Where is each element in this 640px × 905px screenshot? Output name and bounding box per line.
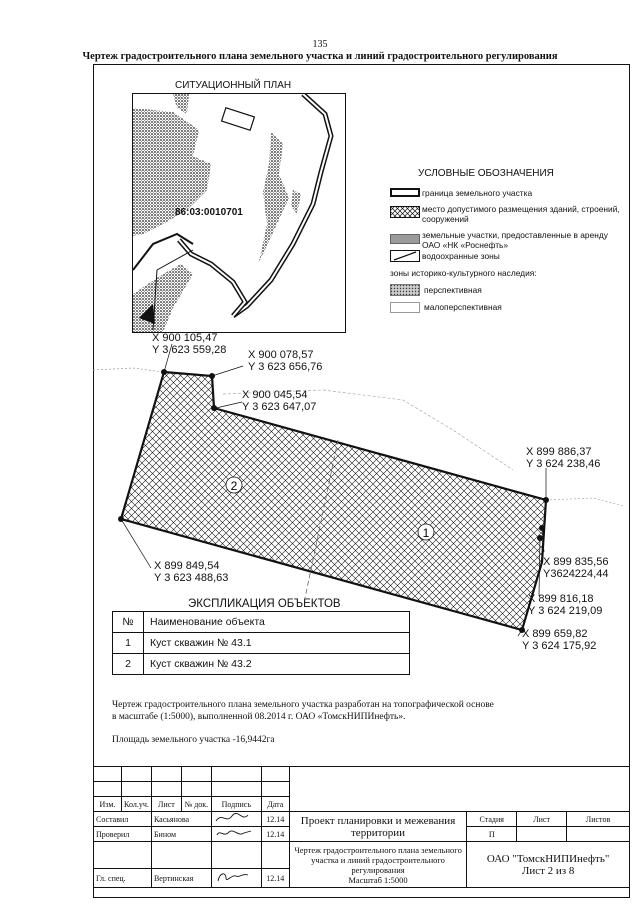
signature-mark-3 [214, 870, 254, 884]
situation-plan-title: СИТУАЦИОННЫЙ ПЛАН [175, 80, 292, 91]
stamp-header-row: Изм. Кол.уч. Лист № док. Подпись Дата [94, 797, 630, 812]
legend-swatch-perspective [390, 284, 420, 296]
stamp-name-1: Касьянова [151, 812, 211, 827]
legend-low-perspective: малоперспективная [424, 302, 502, 312]
stage-label: Стадия [467, 812, 517, 827]
coord-6: X 899 816,18 Y 3 624 219,09 [528, 593, 603, 617]
explication-header-name: Наименование объекта [144, 612, 410, 633]
explication-table [112, 611, 410, 675]
coord-3: X 900 045,54 Y 3 623 647,07 [242, 389, 317, 413]
stamp-name-2: Бином [151, 827, 211, 842]
legend-heritage: зоны историко-культурного наследия: [390, 268, 537, 278]
sheets-label: Листов [567, 812, 630, 827]
stamp-role-2: Проверил [94, 827, 152, 842]
note-line-2: в масштабе (1:5000), выполненной 08.2014 г. ОАО «ТомскНИПИнефть». [112, 712, 406, 722]
sheet-info: Лист 2 из 8 [521, 864, 575, 877]
plot-label-2: 2 [230, 479, 238, 493]
signature-mark-1 [214, 812, 254, 824]
doc-title: Чертеж градостроительного плана земельного участка и линий градостроительного регулирования [82, 51, 558, 62]
sheet-label: Лист [517, 812, 567, 827]
stamp-name-3: Вертинская [151, 869, 211, 888]
table-row: 2 Куст скважин № 43.2 [113, 654, 410, 675]
legend-swatch-water [390, 250, 420, 262]
drawing-title: Чертеж градостроительного плана земельного участка и линий градостроительного регулирования Масштаб 1:5000 [289, 842, 466, 888]
legend-boundary: граница земельного участка [422, 188, 533, 198]
coord-7: X 899 659,82 Y 3 624 175,92 [522, 628, 597, 652]
page-number: 135 [312, 39, 328, 50]
coord-4: X 899 886,37 Y 3 624 238,46 [526, 446, 601, 470]
legend-perspective: перспективная [424, 285, 482, 295]
table-row: 1 Куст скважин № 43.1 [113, 633, 410, 654]
legend-lease: земельные участки, предоставленные в аренду ОАО «НК «Роснефть» [422, 230, 608, 250]
coord-1: X 900 105,47 Y 3 623 559,28 [152, 332, 227, 356]
stage-value: П [467, 827, 517, 842]
plot-boundary [121, 372, 546, 630]
stamp-role-3: Гл. спец. [94, 869, 152, 888]
note-line-1: Чертеж градостроительного плана земельного участка разработан на топографической основе [112, 700, 494, 710]
note-area: Площадь земельного участка -16,9442га [112, 735, 275, 745]
signature-mark-2 [214, 827, 254, 839]
signature-3 [211, 869, 261, 888]
cadastral-number: 86:03:0010701 [175, 207, 243, 218]
plot-label-1: 1 [422, 526, 430, 540]
legend-title: УСЛОВНЫЕ ОБОЗНАЧЕНИЯ [418, 168, 554, 179]
signature-1 [211, 812, 261, 827]
organization: ОАО "ТомскНИПИнефть" Лист 2 из 8 [467, 842, 630, 888]
legend-swatch-boundary [390, 188, 420, 197]
legend-building-zone: место допустимого размещения зданий, строений, сооружений [422, 204, 620, 224]
coord-2: X 900 078,57 Y 3 623 656,76 [248, 349, 323, 373]
legend-water: водоохранные зоны [422, 251, 500, 261]
coord-5: X 899 835,56 Y3624224,44 [543, 556, 609, 580]
table-row [113, 612, 410, 633]
explication-title: ЭКСПЛИКАЦИЯ ОБЪЕКТОВ [188, 598, 341, 610]
explication-header-no: № [113, 612, 144, 633]
stamp-role-1: Составил [94, 812, 152, 827]
legend-swatch-low [390, 302, 420, 313]
title-block: Изм. Кол.уч. Лист № док. Подпись Дата Составил Касьянова 12.14 Проект планировки и межевания территории Стадия Лист Листов Проверил Бином 12.14 П Чертеж градостроительного плана земельного участка и линий градостроительного регулирования Масштаб 1:5000 ОАО "ТомскНИПИнефть" Лист 2 из 8 Гл. спец. Вертинская 12.14 [93, 766, 630, 888]
legend-swatch-hatch [390, 206, 420, 218]
project-title: Проект планировки и межевания территории [289, 812, 466, 842]
legend-swatch-lease [390, 234, 420, 244]
signature-2 [211, 827, 261, 842]
coord-8: X 899 849,54 Y 3 623 488,63 [154, 560, 229, 584]
